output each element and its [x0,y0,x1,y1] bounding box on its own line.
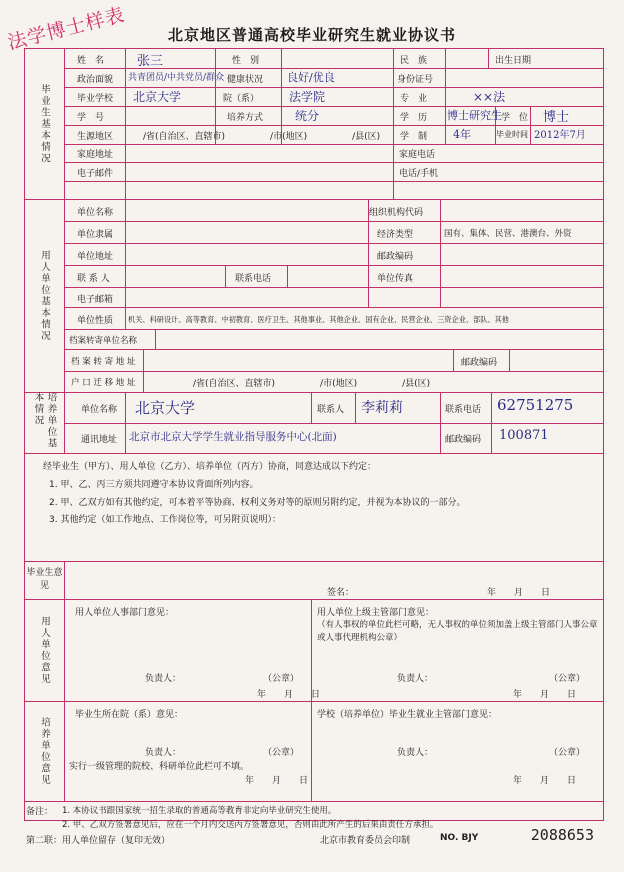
school-center-date: 年 月 日 [513,776,577,786]
home-phone-label: 家庭电话 [399,150,436,160]
agreement-item-3: 3. 其他约定（如工作地点、工作岗位等，可另附页说明）： [49,515,281,525]
employer-sup-person-label: 负责人： [397,674,434,684]
employer-sup-note: （有人事权的单位此栏可略，无人事权的单位须加盖上级主管部门人事公章或人事代理机构公章） [317,620,598,643]
serial-number: 2088653 [530,826,594,844]
section-grad-opinion: 毕业生意见 [25,561,65,599]
hukou-address-text: /省(自治区、直辖市) /市(地区) /县(区) [193,379,431,389]
school-contact-value: 李莉莉 [361,400,403,416]
mobile-label: 电话/手机 [399,169,439,179]
agreement-item-2: 2. 甲、乙双方如有其他约定，可本着平等协商、权利义务对等的原则另附约定，并视为本协议的一部分。 [49,498,466,508]
school-phone-label: 联系电话 [445,405,482,415]
remarks-line-1: 1. 本协议书跟国家统一招生录取的普通高等教育非定向毕业研究生使用。 [62,806,337,816]
political-value: 共青团员/中共党员/群众 [128,73,225,83]
archive-unit-label: 档案转寄单位名称 [69,336,138,346]
school-dept-person-label: 负责人： [145,748,182,758]
form-table [24,48,604,821]
org-code-label: 组织机构代码 [369,208,424,218]
gender-label: 性 别 [232,56,260,66]
grad-date-value: 2012年7月 [534,130,586,141]
training-value: 统分 [295,109,320,123]
political-label: 政治面貌 [77,75,114,85]
sample-handwritten-label: 法学博士样表 [5,3,128,55]
school-value: 北京大学 [133,90,182,104]
school-center-seal: （公章） [549,748,586,758]
student-email-label: 电子邮件 [77,169,114,179]
dept-value: 法学院 [289,90,326,104]
school-dept-opinion-label: 毕业生所在院（系）意见： [75,710,184,720]
grad-date-label: 毕业时间 [496,130,528,139]
serial-prefix: NO. BJY [440,833,479,843]
education-label: 学 历 [400,113,428,123]
section-school: 培养单位基本情况 [25,392,65,453]
economic-type-options: 国有、集体、民营、港澳台、外资 [444,229,572,239]
school-dept-date: 年 月 日 [245,776,309,786]
student-number-label: 学 号 [77,113,105,123]
id-number-label: 身份证号 [397,75,434,85]
school-center-person-label: 负责人： [397,748,434,758]
degree-value: 博士 [543,110,570,125]
grad-date: 年 月 日 [487,588,551,598]
school-postcode-value: 100871 [499,428,549,443]
agreement-item-1: 1. 甲、乙、丙三方须共同遵守本协议背面所列内容。 [49,480,259,490]
employer-name-label: 单位名称 [77,208,114,218]
section-student: 毕业生基本情况 [25,49,65,199]
agreement-intro: 经毕业生（甲方）、用人单位（乙方）、培养单位（丙方）协商，同意达成以下约定： [43,462,377,472]
birth-date-label: 出生日期 [495,56,532,66]
ethnic-label: 民 族 [400,56,428,66]
employer-nature-options: 机关、科研设计、高等教育、中初教育、医疗卫生、其他事业、其他企业、国有企业、民营企业、三资企业、部队、其他 [128,315,509,324]
school-address-label: 通讯地址 [81,435,118,445]
school-dept-seal: （公章） [263,748,300,758]
economic-type-label: 经济类型 [377,230,414,240]
employer-sup-opinion-label: 用人单位上级主管部门意见： [317,608,435,618]
origin-text: /省(自治区、直辖市) /市(地区) /县(区) [143,132,381,142]
education-value: 博士研究生 [447,109,502,122]
section-employer-opinion: 用人单位意见 [25,599,65,701]
remarks-label: 备注： [26,807,54,817]
employer-sup-date: 年 月 日 [513,690,577,700]
employer-email-label: 电子邮箱 [77,295,114,305]
training-label: 培养方式 [227,113,264,123]
school-postcode-label: 邮政编码 [445,435,482,445]
employer-hr-date: 年 月 日 [257,690,321,700]
major-label: 专 业 [400,94,428,104]
school-label: 毕业学校 [77,94,114,104]
school-contact-label: 联系人 [317,405,345,415]
employer-hr-opinion-label: 用人单位人事部门意见： [75,608,175,618]
archive-address-label: 档 案 转 寄 地 址 [71,357,136,367]
remarks-line-2: 2. 甲、乙双方签署意见后，应在一个月内交送丙方签署意见，否则由此所产生的后果由责任方承担。 [62,820,439,830]
school-phone-value: 62751275 [497,396,574,414]
degree-label: 学 位 [501,113,529,123]
study-length-label: 学 制 [400,132,428,142]
health-label: 健康状况 [227,75,264,85]
dept-label: 院（系） [223,94,260,104]
employer-contact-label: 联 系 人 [77,274,110,284]
major-value: ××法 [473,90,506,104]
employer-phone-label: 联系电话 [235,274,272,284]
copy-note: 第二联：用人单位留存（复印无效） [26,836,171,846]
school-name-label: 单位名称 [81,405,118,415]
study-length-value: 4年 [453,128,471,141]
employer-affiliation-label: 单位隶属 [77,230,114,240]
employer-fax-label: 单位传真 [377,274,414,284]
school-center-opinion-label: 学校（培养单位）毕业生就业主管部门意见： [317,710,498,720]
school-name-value: 北京大学 [135,399,196,417]
health-value: 良好/优良 [287,71,335,84]
section-school-opinion: 培养单位意见 [25,701,65,801]
origin-label: 生源地区 [77,132,114,142]
student-name-label: 姓 名 [77,56,105,66]
school-opinion-note: 实行一级管理的院校、科研单位此栏可不填。 [69,762,250,772]
employer-nature-label: 单位性质 [77,316,114,326]
home-address-label: 家庭地址 [77,150,114,160]
employer-sup-seal: （公章） [549,674,586,684]
student-name-value: 张三 [137,54,164,69]
employer-hr-person-label: 负责人： [145,674,182,684]
school-address-value: 北京市北京大学学生就业指导服务中心(北面) [129,431,337,443]
page-title: 北京地区普通高校毕业研究生就业协议书 [167,26,456,44]
grad-signature-label: 签名： [327,588,355,598]
employer-postcode-label: 邮政编码 [377,252,414,262]
section-employer: 用人单位基本情况 [25,199,65,392]
printer-note: 北京市教育委员会印制 [320,836,411,846]
hukou-address-label: 户 口 迁 移 地 址 [71,378,136,388]
archive-postcode-label: 邮政编码 [461,358,498,368]
employer-hr-seal: （公章） [263,674,300,684]
employer-address-label: 单位地址 [77,252,114,262]
